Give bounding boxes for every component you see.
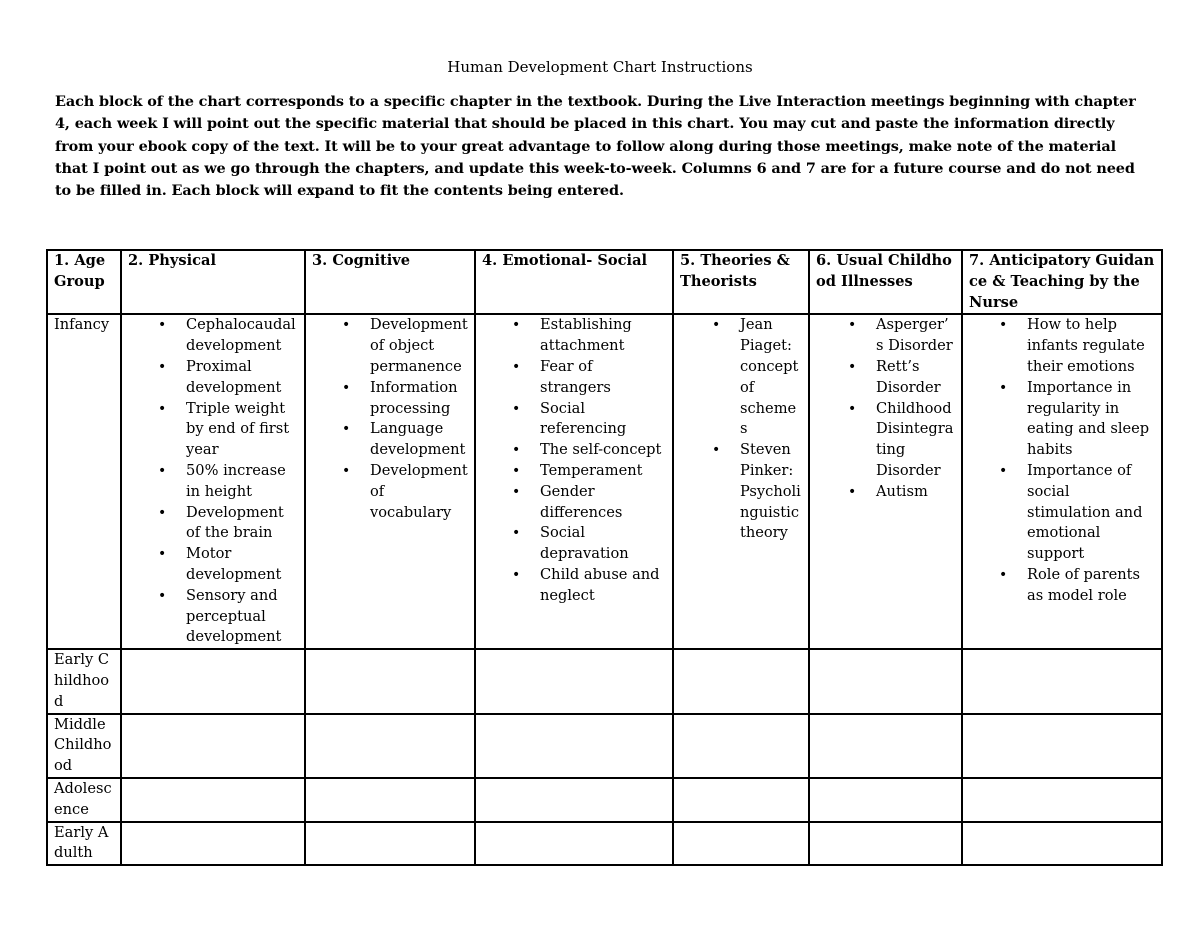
list-item: • Gender differences [540, 482, 667, 524]
cell-illnesses [809, 314, 962, 649]
empty-cell[interactable] [121, 778, 305, 822]
cell-cognitive [305, 314, 475, 649]
header-cognitive: 3. Cognitive [305, 250, 475, 314]
list-item: • Development of vocabulary [370, 461, 469, 523]
empty-cell[interactable] [305, 822, 475, 866]
list-item: • Language development [370, 419, 469, 461]
empty-cell[interactable] [809, 714, 962, 778]
theories-list [680, 315, 803, 544]
row-label-infancy: Infancy [47, 314, 121, 649]
row-label-middle-childhood: Middle Childhood [47, 714, 121, 778]
row-label-early-childhood: Early Childhood [47, 649, 121, 713]
table-row-adolescence [47, 778, 1162, 822]
empty-cell[interactable] [962, 778, 1162, 822]
development-chart [46, 249, 1163, 866]
list-item: • Autism [876, 482, 956, 503]
list-item: • Childhood Disintegrating Disorder [876, 399, 956, 482]
list-item: • Temperament [540, 461, 667, 482]
list-item: • Development of the brain [186, 503, 299, 545]
empty-cell[interactable] [673, 822, 809, 866]
list-item: • Asperger’s Disorder [876, 315, 956, 357]
empty-cell[interactable] [305, 714, 475, 778]
list-item: • Motor development [186, 544, 299, 586]
table-row-early-childhood [47, 649, 1162, 713]
empty-cell[interactable] [305, 649, 475, 713]
empty-cell[interactable] [121, 714, 305, 778]
list-item: • The self-concept [540, 440, 667, 461]
empty-cell[interactable] [475, 778, 673, 822]
cognitive-list [312, 315, 469, 523]
page-title: Human Development Chart Instructions [447, 58, 753, 76]
empty-cell[interactable] [475, 649, 673, 713]
cell-guidance [962, 314, 1162, 649]
header-age-group: 1. Age Group [47, 250, 121, 314]
list-item: • Cephalocaudal development [186, 315, 299, 357]
row-label-adolescence: Adolescence [47, 778, 121, 822]
row-label-early-adulthood: Early Adulth [47, 822, 121, 866]
empty-cell[interactable] [475, 714, 673, 778]
header-guidance: 7. Anticipatory Guidance & Teaching by the Nurse [962, 250, 1162, 314]
list-item: • Establishing attachment [540, 315, 667, 357]
list-item: • 50% increase in height [186, 461, 299, 503]
list-item: • Social depravation [540, 523, 667, 565]
list-item: • Importance of social stimulation and emotional support [1027, 461, 1156, 565]
header-row [47, 250, 1162, 314]
empty-cell[interactable] [673, 649, 809, 713]
header-illnesses: 6. Usual Childhood Illnesses [809, 250, 962, 314]
empty-cell[interactable] [121, 649, 305, 713]
table-row-middle-childhood [47, 714, 1162, 778]
empty-cell[interactable] [809, 822, 962, 866]
list-item: • Fear of strangers [540, 357, 667, 399]
list-item: • Triple weight by end of first year [186, 399, 299, 461]
list-item: • Development of object permanence [370, 315, 469, 377]
list-item: • Information processing [370, 378, 469, 420]
empty-cell[interactable] [962, 714, 1162, 778]
empty-cell[interactable] [962, 822, 1162, 866]
illnesses-list [816, 315, 956, 502]
list-item: • Social referencing [540, 399, 667, 441]
list-item: • Jean Piaget: concept of schemes [740, 315, 803, 440]
empty-cell[interactable] [305, 778, 475, 822]
empty-cell[interactable] [673, 714, 809, 778]
table-row-infancy [47, 314, 1162, 649]
cell-theories [673, 314, 809, 649]
list-item: • Proximal development [186, 357, 299, 399]
empty-cell[interactable] [962, 649, 1162, 713]
header-physical: 2. Physical [121, 250, 305, 314]
list-item: • How to help infants regulate their emotions [1027, 315, 1156, 377]
instructions-paragraph: Each block of the chart corresponds to a specific chapter in the textbook. During the Live Interaction meetings beginning with chapter 4, each week I will point out the specific material that should be placed in this chart. You may cut and paste the information directly from your ebook copy of the text. It will be to your great advantage to follow along during those meetings, make note of the material that I point out as we go through the chapters, and update this week-to-week. Columns 6 and 7 are for a future course and do not need to be filled in. Each block will expand to fit the contents being entered. [55, 93, 1136, 200]
empty-cell[interactable] [673, 778, 809, 822]
header-theories: 5. Theories & Theorists [673, 250, 809, 314]
empty-cell[interactable] [809, 778, 962, 822]
list-item: • Sensory and perceptual development [186, 586, 299, 648]
empty-cell[interactable] [121, 822, 305, 866]
guidance-list [969, 315, 1156, 606]
header-emotional-social: 4. Emotional- Social [475, 250, 673, 314]
emotional-social-list [482, 315, 667, 606]
empty-cell[interactable] [475, 822, 673, 866]
list-item: • Rett’s Disorder [876, 357, 956, 399]
physical-list [128, 315, 299, 648]
list-item: • Child abuse and neglect [540, 565, 667, 607]
empty-cell[interactable] [809, 649, 962, 713]
list-item: • Role of parents as model role [1027, 565, 1156, 607]
cell-physical [121, 314, 305, 649]
table-row-early-adulthood [47, 822, 1162, 866]
cell-emotional-social [475, 314, 673, 649]
list-item: • Steven Pinker: Psycholinguistic theory [740, 440, 803, 544]
list-item: • Importance in regularity in eating and sleep habits [1027, 378, 1156, 461]
